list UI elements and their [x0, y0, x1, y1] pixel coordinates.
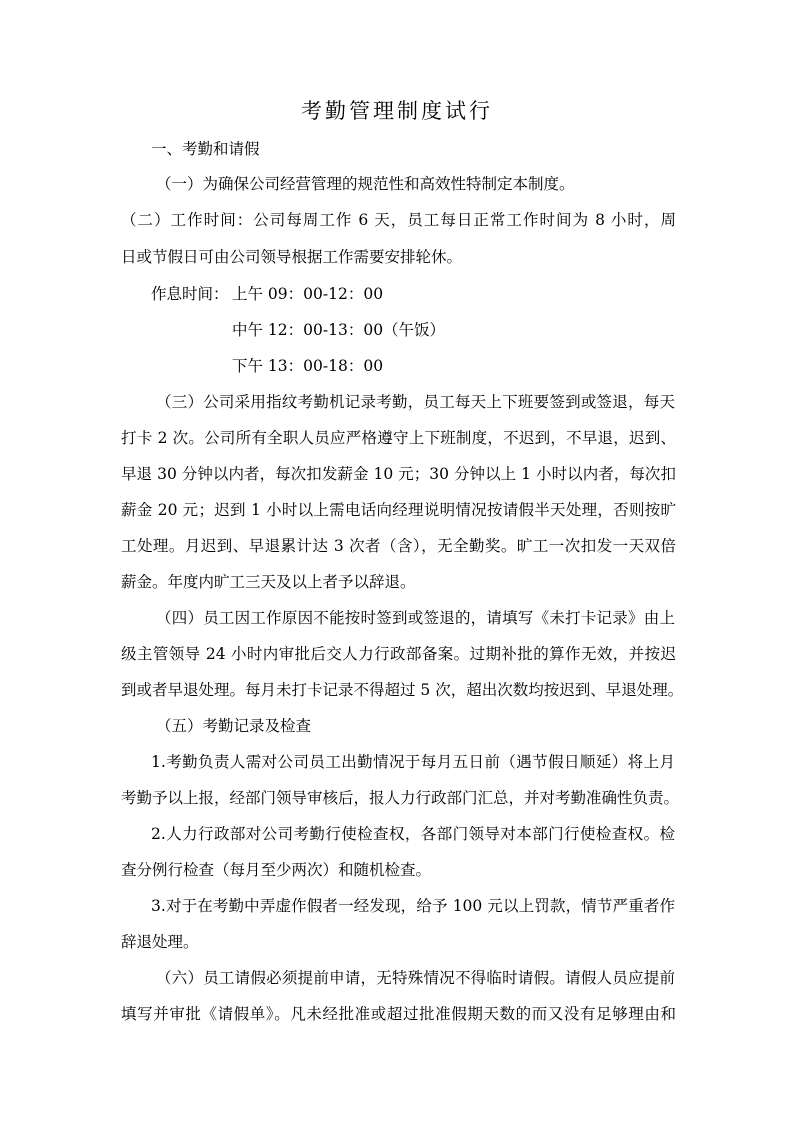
item-3-line-2: 辞退处理。	[121, 933, 199, 951]
section-heading: 一、考勤和请假	[151, 140, 260, 158]
schedule-label: 作息时间：	[151, 285, 229, 303]
paragraph-3-line-1: （三）公司采用指纹考勤机记录考勤，员工每天上下班要签到或签退，每天	[156, 393, 675, 411]
paragraph-3-line-6: 薪金。年度内旷工三天及以上者予以辞退。	[121, 573, 416, 591]
paragraph-4-line-3: 到或者早退处理。每月未打卡记录不得超过 5 次，超出次数均按迟到、早退处理。	[121, 681, 684, 699]
schedule-noon: 中午 12：00-13：00（午饭）	[232, 321, 446, 339]
item-2-line-1: 2.人力行政部对公司考勤行使检查权，各部门领导对本部门行使检查权。检	[151, 825, 675, 843]
paragraph-3-line-5: 工处理。月迟到、早退累计达 3 次者（含），无全勤奖。旷工一次扣发一天双倍	[121, 537, 676, 555]
schedule-afternoon: 下午 13：00-18：00	[232, 357, 384, 375]
paragraph-4-line-2: 级主管领导 24 小时内审批后交人力行政部备案。过期补批的算作无效，并按迟	[121, 645, 676, 663]
paragraph-6-line-1: （六）员工请假必须提前申请，无特殊情况不得临时请假。请假人员应提前	[156, 969, 675, 987]
paragraph-1: （一）为确保公司经营管理的规范性和高效性特制定本制度。	[156, 175, 575, 193]
paragraph-2-line-2: 日或节假日可由公司领导根据工作需要安排轮休。	[121, 248, 463, 266]
item-1-line-2: 考勤予以上报，经部门领导审核后，报人力行政部门汇总，并对考勤准确性负责。	[121, 789, 680, 807]
paragraph-3-line-2: 打卡 2 次。公司所有全职人员应严格遵守上下班制度，不迟到，不早退，迟到、	[121, 429, 676, 447]
item-1-line-1: 1.考勤负责人需对公司员工出勤情况于每月五日前（遇节假日顺延）将上月	[151, 753, 675, 771]
paragraph-5-heading: （五）考勤记录及检查	[156, 717, 312, 735]
paragraph-3-line-4: 薪金 20 元；迟到 1 小时以上需电话向经理说明情况按请假半天处理，否则按旷	[121, 501, 676, 519]
schedule-morning: 上午 09：00-12：00	[232, 285, 384, 303]
paragraph-4-line-1: （四）员工因工作原因不能按时签到或签退的，请填写《未打卡记录》由上	[156, 609, 675, 627]
document-title: 考勤管理制度试行	[301, 99, 493, 123]
paragraph-6-line-2: 填写并审批《请假单》。凡未经批准或超过批准假期天数的而又没有足够理由和	[121, 1005, 676, 1023]
item-3-line-1: 3.对于在考勤中弄虚作假者一经发现，给予 100 元以上罚款，情节严重者作	[151, 897, 675, 915]
item-2-line-2: 查分例行检查（每月至少两次）和随机检查。	[121, 861, 432, 879]
paragraph-2-line-1: （二）工作时间：公司每周工作 6 天，员工每日正常工作时间为 8 小时，周	[121, 211, 676, 229]
paragraph-3-line-3: 早退 30 分钟以内者，每次扣发薪金 10 元；30 分钟以上 1 小时以内者，每次扣	[121, 465, 676, 483]
